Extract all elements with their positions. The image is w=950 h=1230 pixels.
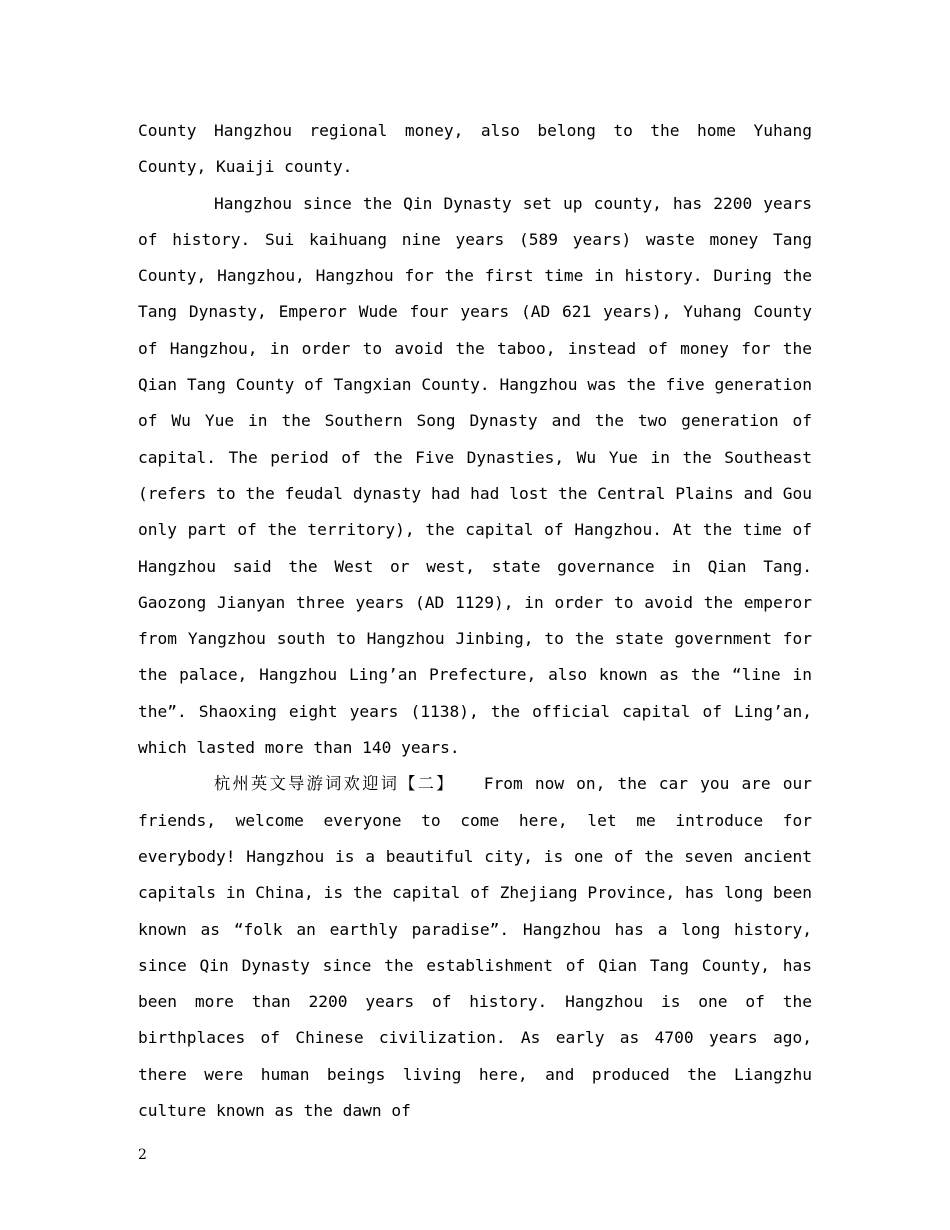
paragraph-history: Hangzhou since the Qin Dynasty set up county, has 2200 years of history. Sui kaihuang nine years (589 years) waste money Tang County, Hangzhou, Hangzhou for the first time in history. During the Tang Dynasty, Emperor Wude four years (AD 621 years), Yuhang County of Hangzhou, in order to avoid the taboo, instead of money for the Qian Tang County of Tangxian County. Hangzhou was the five generation of Wu Yue in the Southern Song Dynasty and the two generation of capital. The period of the Five Dynasties, Wu Yue in the Southeast (refers to the feudal dynasty had had lost the Central Plains and Gou only part of the territory), the capital of Hangzhou. At the time of Hangzhou said the West or west, state governance in Qian Tang. Gaozong Jianyan three years (AD 1129), in order to avoid the emperor from Yangzhou south to Hangzhou Jinbing, to the state government for the palace, Hangzhou Ling’an Prefecture, also known as the “line in the”. Shaoxing eight years (1138), the official capital of Ling’an, which lasted more than 140 years.	[138, 193, 812, 758]
document-body	[138, 113, 812, 1129]
page-number: 2	[138, 1147, 147, 1163]
paragraph-welcome: 杭州英文导游词欢迎词【二】 From now on, the car you are our friends, welcome everyone to come here, let me introduce for everybody! Hangzhou is a beautiful city, is one of the seven ancient capitals in China, is the capital of Zhejiang Province, has long been known as “folk an earthly paradise”. Hangzhou has a long history, since Qin Dynasty since the establishment of Qian Tang County, has been more than 2200 years of history. Hangzhou is one of the birthplaces of Chinese civilization. As early as 4700 years ago, there were human beings living here, and produced the Liangzhu culture known as the dawn of	[138, 774, 812, 1121]
paragraph-continuation: County Hangzhou regional money, also belong to the home Yuhang County, Kuaiji county.	[138, 121, 812, 177]
